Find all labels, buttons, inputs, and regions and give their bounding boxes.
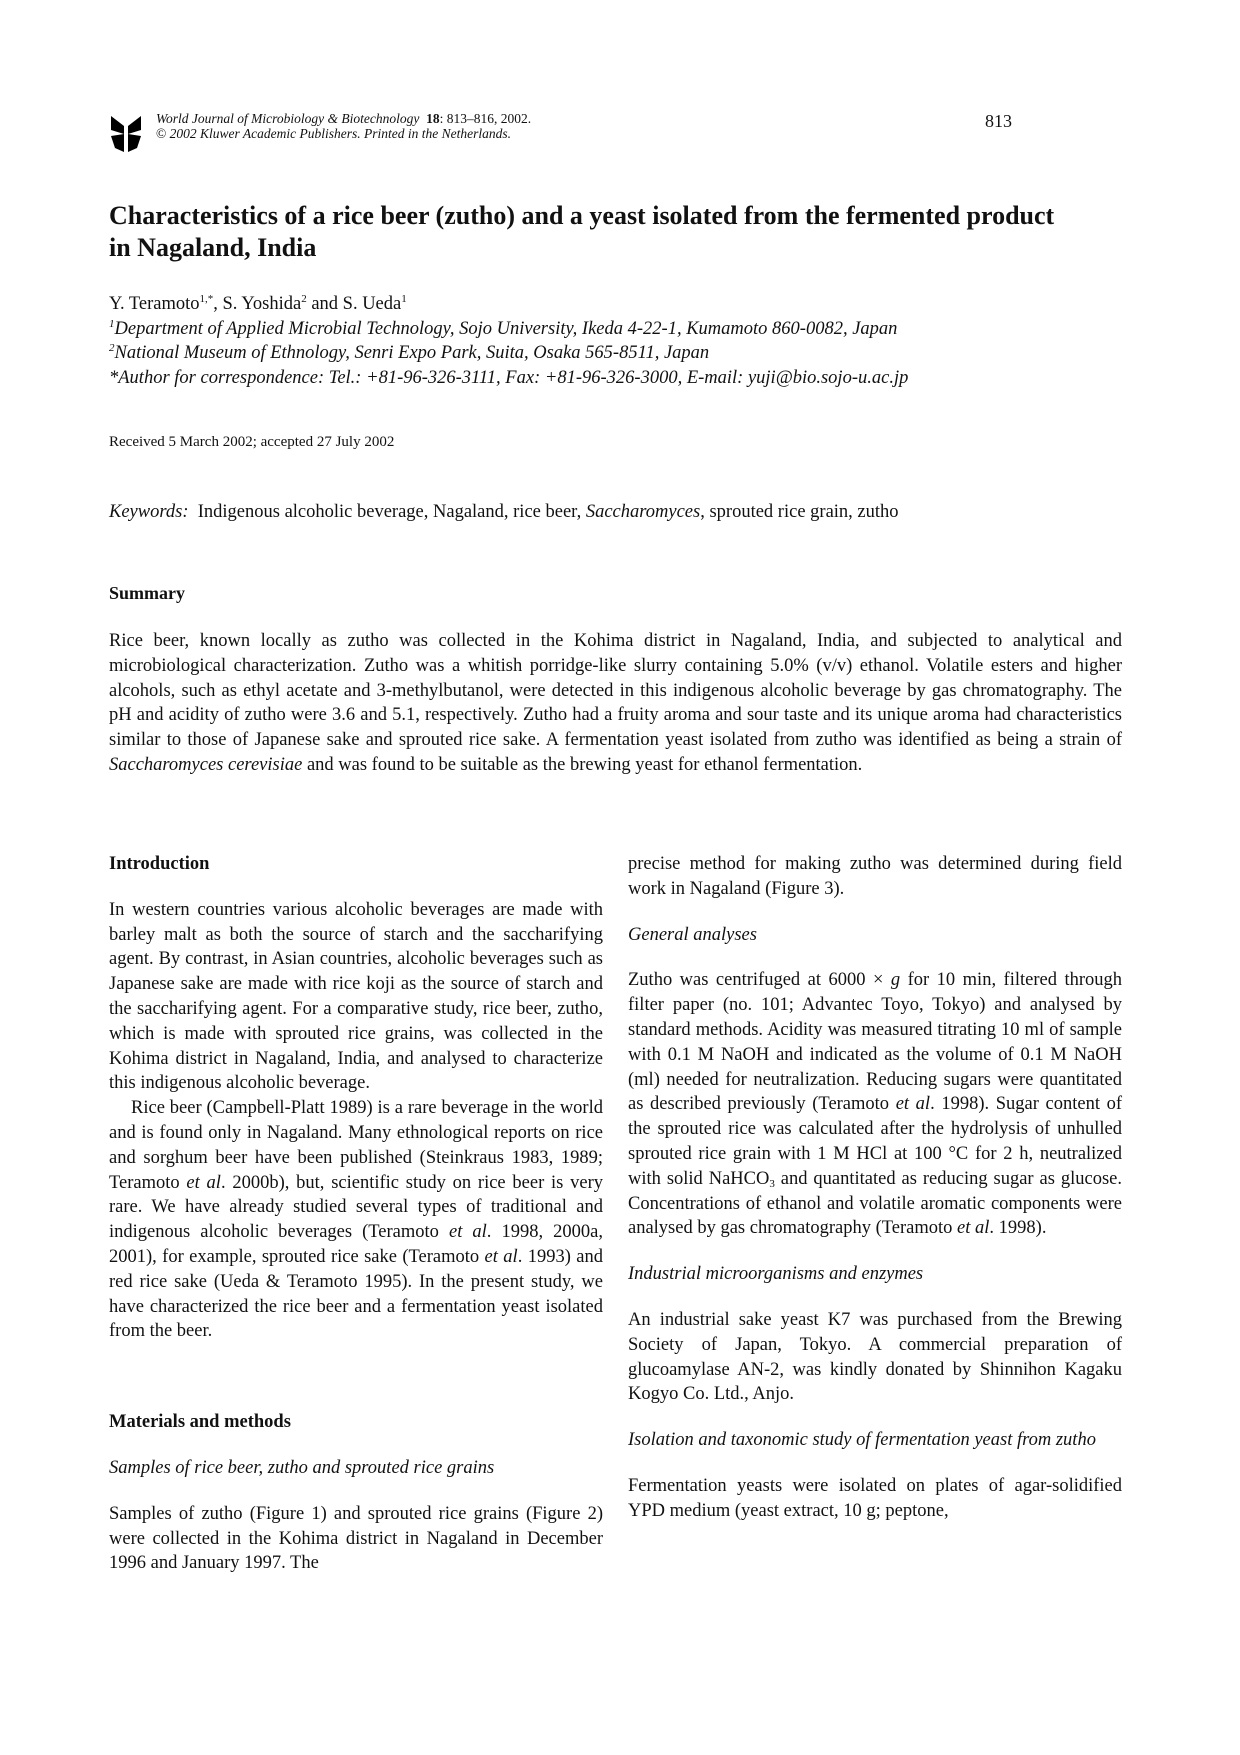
- text-run: An industrial sake yeast K7 was purchased from the Brewing Society of Japan, Tokyo. A commercial preparation of glucoamylase AN-2, was kindly donated by Shinnihon Kagaku Kogyo Co. Ltd., Anjo.: [628, 1309, 1122, 1405]
- text-run: and quantitated as reducing sugar as glucose. Concentrations of ethanol and volatile aromatic components were analysed by gas chromatography (Teramoto: [628, 1168, 1122, 1239]
- text-run: et al: [484, 1246, 518, 1267]
- author: and S. Ueda: [306, 294, 402, 314]
- text-run: Industrial microorganisms and enzymes: [628, 1264, 924, 1285]
- keywords-text: [198, 502, 899, 522]
- text-run: Rice beer (Campbell-Platt 1989) is a rare beverage in the world and is found only in Nagaland. Many ethnological reports on rice and sorghum beer have been published (Steinkraus 1983, 1989; Teramoto: [109, 1098, 603, 1193]
- paragraph: [628, 968, 1122, 1241]
- affiliation-text: Department of Applied Microbial Technology, Sojo University, Ikeda 4-22-1, Kumamoto 860-0082, Japan: [114, 318, 898, 339]
- keywords: [109, 502, 1109, 523]
- text-run: General analyses: [628, 924, 757, 945]
- text-run: . 1998). Sugar content of the sprouted rice was calculated after the hydrolysis of unhulled sprouted rice grain with 1 M HCl at 100 °C for 2 h, neutralized with solid NaHCO: [628, 1094, 1122, 1189]
- text-run: . 1998).: [989, 1218, 1047, 1239]
- text-run: et al: [895, 1094, 931, 1115]
- pages-year: : 813–816, 2002.: [439, 111, 532, 126]
- text-run: and was found to be suitable as the brewing yeast for ethanol fermentation.: [302, 754, 863, 775]
- author: Y. Teramoto: [109, 294, 200, 314]
- text-run: Samples of zutho (Figure 1) and sprouted rice grains (Figure 2) were collected in the Kohima district in Nagaland in December 1996 and January 1997. The: [109, 1503, 603, 1574]
- publisher-logo-icon: [109, 114, 143, 154]
- text-run: for 10 min, filtered through filter paper (no. 101; Advantec Toyo, Tokyo) and analysed by standard methods. Acidity was measured titrating 10 ml of sample with 0.1 M NaOH and indicated as the volume of 0.1 M NaOH (ml) needed for neutralization. Reducing sugars were quantitated as described previously (Teramoto: [628, 970, 1122, 1115]
- journal-name: World Journal of Microbiology & Biotechnology: [156, 111, 420, 126]
- affiliation-sup: 2: [109, 342, 115, 354]
- text-run: et al: [186, 1172, 221, 1193]
- text-run: . 2000b), but, scientific study on rice beer is very rare. We have already studied several types of traditional and indigenous alcoholic beverages (Teramoto: [109, 1172, 604, 1243]
- subsection-heading: [109, 1456, 603, 1481]
- journal-citation: [156, 111, 531, 141]
- text-run: In western countries various alcoholic beverages are made with barley malt as both the source of starch and the saccharifying agent. By contrast, in Asian countries, alcoholic beverages such as Japanese sake are made with rice koji as the source of starch and the saccharifying agent. For a comparative study, rice beer, zutho, which is made with sprouted rice grains, was collected in the Kohima district in Nagaland, India, and analysed to characterize this indigenous alcoholic beverage.: [109, 899, 603, 1094]
- paragraph: [109, 1502, 603, 1576]
- keywords-label: Keywords:: [109, 502, 189, 522]
- text-run: Saccharomyces cerevisiae: [109, 754, 303, 775]
- text-run: et al: [448, 1222, 487, 1243]
- section-heading: [109, 852, 603, 877]
- paragraph: [628, 1308, 1122, 1407]
- author-sup: 1: [401, 293, 407, 305]
- summary-text: [109, 629, 1122, 778]
- text-run: et al: [957, 1218, 990, 1239]
- paper-title: Characteristics of a rice beer (zutho) and a yeast isolated from the fermented product in Nagaland, India: [109, 201, 1055, 262]
- text-run: . 1993) and red rice sake (Ueda & Teramoto 1995). In the present study, we have characterized the rice beer and a fermentation yeast isolated from the beer.: [109, 1246, 604, 1342]
- text-run: Samples of rice beer, zutho and sprouted rice grains: [109, 1457, 495, 1478]
- affiliation-sup: 1: [109, 317, 115, 330]
- publisher-line: 2002 Kluwer Academic Publishers. Printed in the Netherlands.: [169, 126, 511, 141]
- left-column: [109, 852, 603, 1576]
- author-block: [109, 292, 1089, 390]
- paragraph: [628, 1474, 1122, 1524]
- paragraph: [109, 898, 603, 1096]
- correspondence: [109, 366, 1089, 391]
- paragraph: [109, 1096, 603, 1344]
- text-run: Introduction: [109, 854, 210, 874]
- text-run: precise method for making zutho was determined during field work in Nagaland (Figure 3).: [628, 854, 1122, 899]
- received-dates: Received 5 March 2002; accepted 27 July 2002: [109, 434, 395, 450]
- affiliation-text: National Museum of Ethnology, Senri Expo Park, Suita, Osaka 565-8511, Japan: [114, 343, 710, 363]
- text-run: , sprouted rice grain, zutho: [700, 502, 899, 522]
- correspondence-text: Author for correspondence: Tel.: +81-96-326-3111, Fax: +81-96-326-3000, E-mail: yuji@bio.sojo-u.ac.jp: [118, 367, 909, 388]
- copyright-symbol: ©: [156, 126, 167, 141]
- text-run: Saccharomyces: [585, 502, 701, 522]
- page-number: 813: [985, 111, 1012, 131]
- volume: 18: [426, 111, 440, 126]
- text-run: Indigenous alcoholic beverage, Nagaland, rice beer,: [197, 502, 586, 522]
- affiliation: [109, 341, 1089, 366]
- author-sup: 2: [301, 293, 307, 305]
- right-column: [628, 852, 1122, 1524]
- text-run: Fermentation yeasts were isolated on plates of agar-solidified YPD medium (yeast extract, 10 g; peptone,: [628, 1475, 1122, 1521]
- summary-heading: Summary: [109, 583, 185, 603]
- subsection-heading: [628, 1428, 1122, 1453]
- text-run: Zutho was centrifuged at 6000 ×: [628, 970, 891, 991]
- author-list: [109, 292, 1089, 317]
- text-run: Materials and methods: [109, 1412, 291, 1433]
- subsection-heading: [628, 923, 1122, 948]
- text-run: Rice beer, known locally as zutho was collected in the Kohima district in Nagaland, India, and subjected to analytical and microbiological characterization. Zutho was a whitish porridge-like slurry containing 5.0% (v/v) ethanol. Volatile esters and higher alcohols, such as ethyl acetate and 3-methylbutanol, were detected in this indigenous alcoholic beverage by gas chromatography. The pH and acidity of zutho were 3.6 and 5.1, respectively. Zutho had a fruity aroma and sour taste and its unique aroma had characteristics similar to those of Japanese sake and sprouted rice sake. A fermentation yeast isolated from zutho was identified as being a strain of: [109, 631, 1122, 751]
- subsection-heading: [628, 1262, 1122, 1287]
- text-run: 3: [769, 1177, 775, 1190]
- author: , S. Yoshida: [213, 294, 302, 314]
- section-heading: [109, 1410, 603, 1435]
- paragraph: [628, 852, 1122, 902]
- text-run: g: [890, 970, 901, 991]
- text-run: Isolation and taxonomic study of fermentation yeast from zutho: [628, 1430, 1096, 1451]
- affiliation: [109, 317, 1089, 342]
- correspondence-mark: *: [109, 367, 119, 388]
- author-sup: 1,*: [199, 293, 214, 305]
- text-run: . 1998, 2000a, 2001), for example, sprouted rice sake (Teramoto: [109, 1222, 604, 1267]
